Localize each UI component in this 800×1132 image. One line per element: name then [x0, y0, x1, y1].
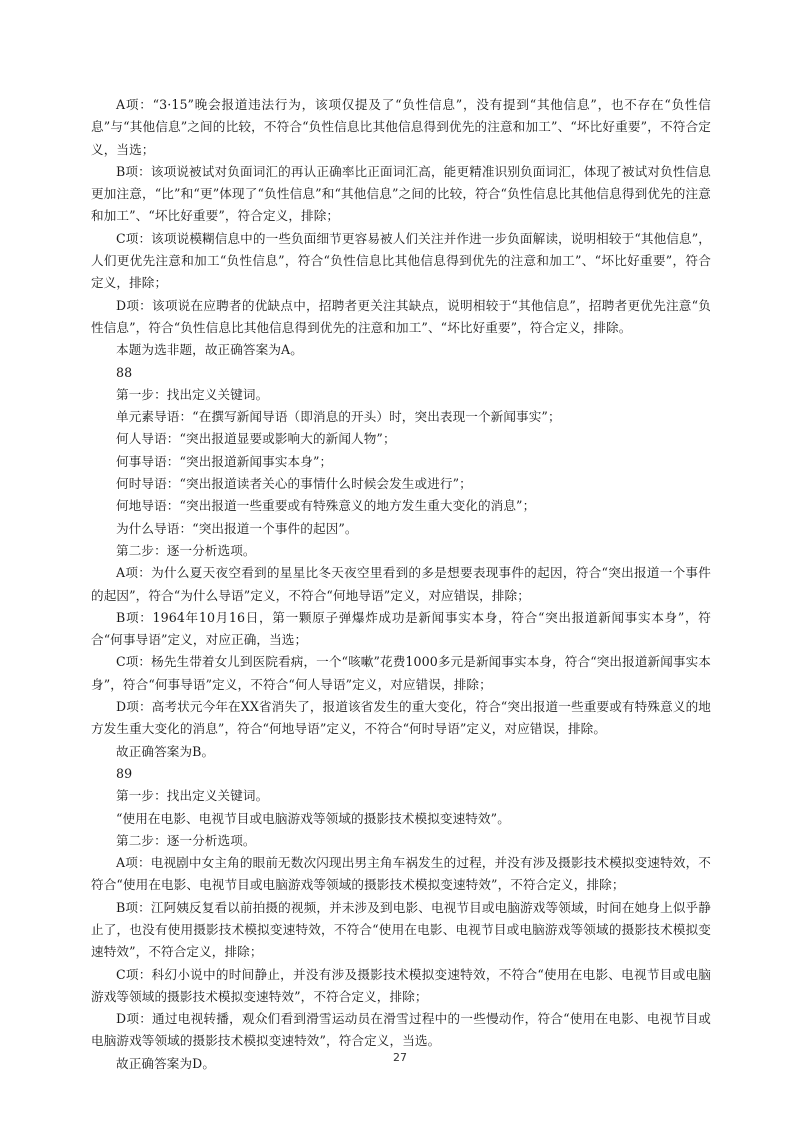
- paragraph: C项：科幻小说中的时间静止，并没有涉及摄影技术模拟变速特效，不符合“使用在电影、电视节目或电脑游戏等领域的摄影技术模拟变速特效”，不符合定义，排除；: [91, 966, 711, 1004]
- paragraph: A项：“3·15”晚会报道违法行为，该项仅提及了“负性信息”，没有提到“其他信息”，也不存在“负性信息”与“其他信息”之间的比较，不符合“负性信息比其他信息得到优先的注意和加工”、“坏比好重要”，不符合定义，当选；: [91, 97, 711, 157]
- paragraph: D项：通过电视转播，观众们看到滑雪运动员在滑雪过程中的一些慢动作，符合“使用在电影、电视节目或电脑游戏等领域的摄影技术模拟变速特效”，符合定义，当选。: [91, 1011, 711, 1049]
- answer-line: 故正确答案为B。: [116, 743, 215, 759]
- paragraph: A项：为什么夏天夜空看到的星星比冬天夜空里看到的多是想要表现事件的起因，符合“突出报道一个事件的起因”，符合“为什么导语”定义，不符合“何地导语”定义，对应错误，排除；: [91, 565, 711, 603]
- question-number: 88: [116, 364, 133, 380]
- paragraph: C项：该项说模糊信息中的一些负面细节更容易被人们关注并作进一步负面解读，说明相较于“其他信息”，人们更优先注意和加工“负性信息”，符合“负性信息比其他信息得到优先的注意和加工”、“坏比好重要”，符合定义，排除；: [91, 230, 711, 291]
- paragraph: B项：该项说被试对负面词汇的再认正确率比正面词汇高，能更精准识别负面词汇，体现了被试对负性信息更加注意，“比”和“更”体现了“负性信息”和“其他信息”之间的比较，符合“负性信息比其他信息得到优先的注意和加工”、“坏比好重要”，符合定义，排除；: [91, 163, 711, 224]
- paragraph: 第二步：逐一分析选项。: [116, 832, 256, 848]
- paragraph: C项：杨先生带着女儿到医院看病，一个“咳嗽”花费1000多元是新闻事实本身，符合“突出报道新闻事实本身”，符合“何事导语”定义，不符合“何人导语”定义，对应错误，排除；: [91, 654, 711, 692]
- paragraph: A项：电视剧中女主角的眼前无数次闪现出男主角车祸发生的过程，并没有涉及摄影技术模拟变速特效，不符合“使用在电影、电视节目或电脑游戏等领域的摄影技术模拟变速特效”，不符合定义，排除；: [91, 855, 711, 893]
- paragraph: 何时导语：“突出报道读者关心的事情什么时候会发生或进行”；: [116, 476, 472, 492]
- paragraph: 第一步：找出定义关键词。: [116, 788, 269, 804]
- paragraph: 何人导语：“突出报道显要或影响大的新闻人物”；: [116, 431, 396, 447]
- paragraph: B项：1964年10月16日，第一颗原子弹爆炸成功是新闻事实本身，符合“突出报道新闻事实本身”，符合“何事导语”定义，对应正确，当选；: [91, 609, 711, 648]
- answer-line: 故正确答案为D。: [116, 1055, 216, 1071]
- paragraph: 何事导语：“突出报道新闻事实本身”；: [116, 453, 333, 469]
- paragraph: D项：该项说在应聘者的优缺点中，招聘者更关注其缺点，说明相较于“其他信息”，招聘者更优先注意“负性信息”，符合“负性信息比其他信息得到优先的注意和加工”、“坏比好重要”，符合定义，排除。: [91, 297, 711, 335]
- paragraph: D项：高考状元今年在XX省消失了，报道该省发生的重大变化，符合“突出报道一些重要或有特殊意义的地方发生重大变化的消息”，符合“何地导语”定义，不符合“何时导语”定义，对应错误，排除。: [91, 699, 711, 737]
- paragraph: 何地导语：“突出报道一些重要或有特殊意义的地方发生重大变化的消息”；: [116, 498, 536, 514]
- answer-line: 本题为选非题，故正确答案为A。: [116, 342, 303, 358]
- paragraph: 第二步：逐一分析选项。: [116, 542, 256, 558]
- document-body: [91, 94, 711, 1075]
- page-number: 27: [393, 1051, 407, 1064]
- paragraph: 单元素导语：“在撰写新闻导语（即消息的开头）时，突出表现一个新闻事实”；: [116, 409, 561, 425]
- paragraph: 为什么导语：“突出报道一个事件的起因”。: [116, 520, 358, 536]
- question-number: 89: [116, 765, 133, 781]
- paragraph: B项：江阿姨反复看以前拍摄的视频，并未涉及到电影、电视节目或电脑游戏等领域，时间在她身上似乎静止了，也没有使用摄影技术模拟变速特效，不符合“使用在电影、电视节目或电脑游戏等领域的摄影技术模拟变速特效”，不符合定义，排除；: [91, 899, 711, 960]
- paragraph: 第一步：找出定义关键词。: [116, 386, 269, 402]
- paragraph: “使用在电影、电视节目或电脑游戏等领域的摄影技术模拟变速特效”。: [116, 810, 510, 826]
